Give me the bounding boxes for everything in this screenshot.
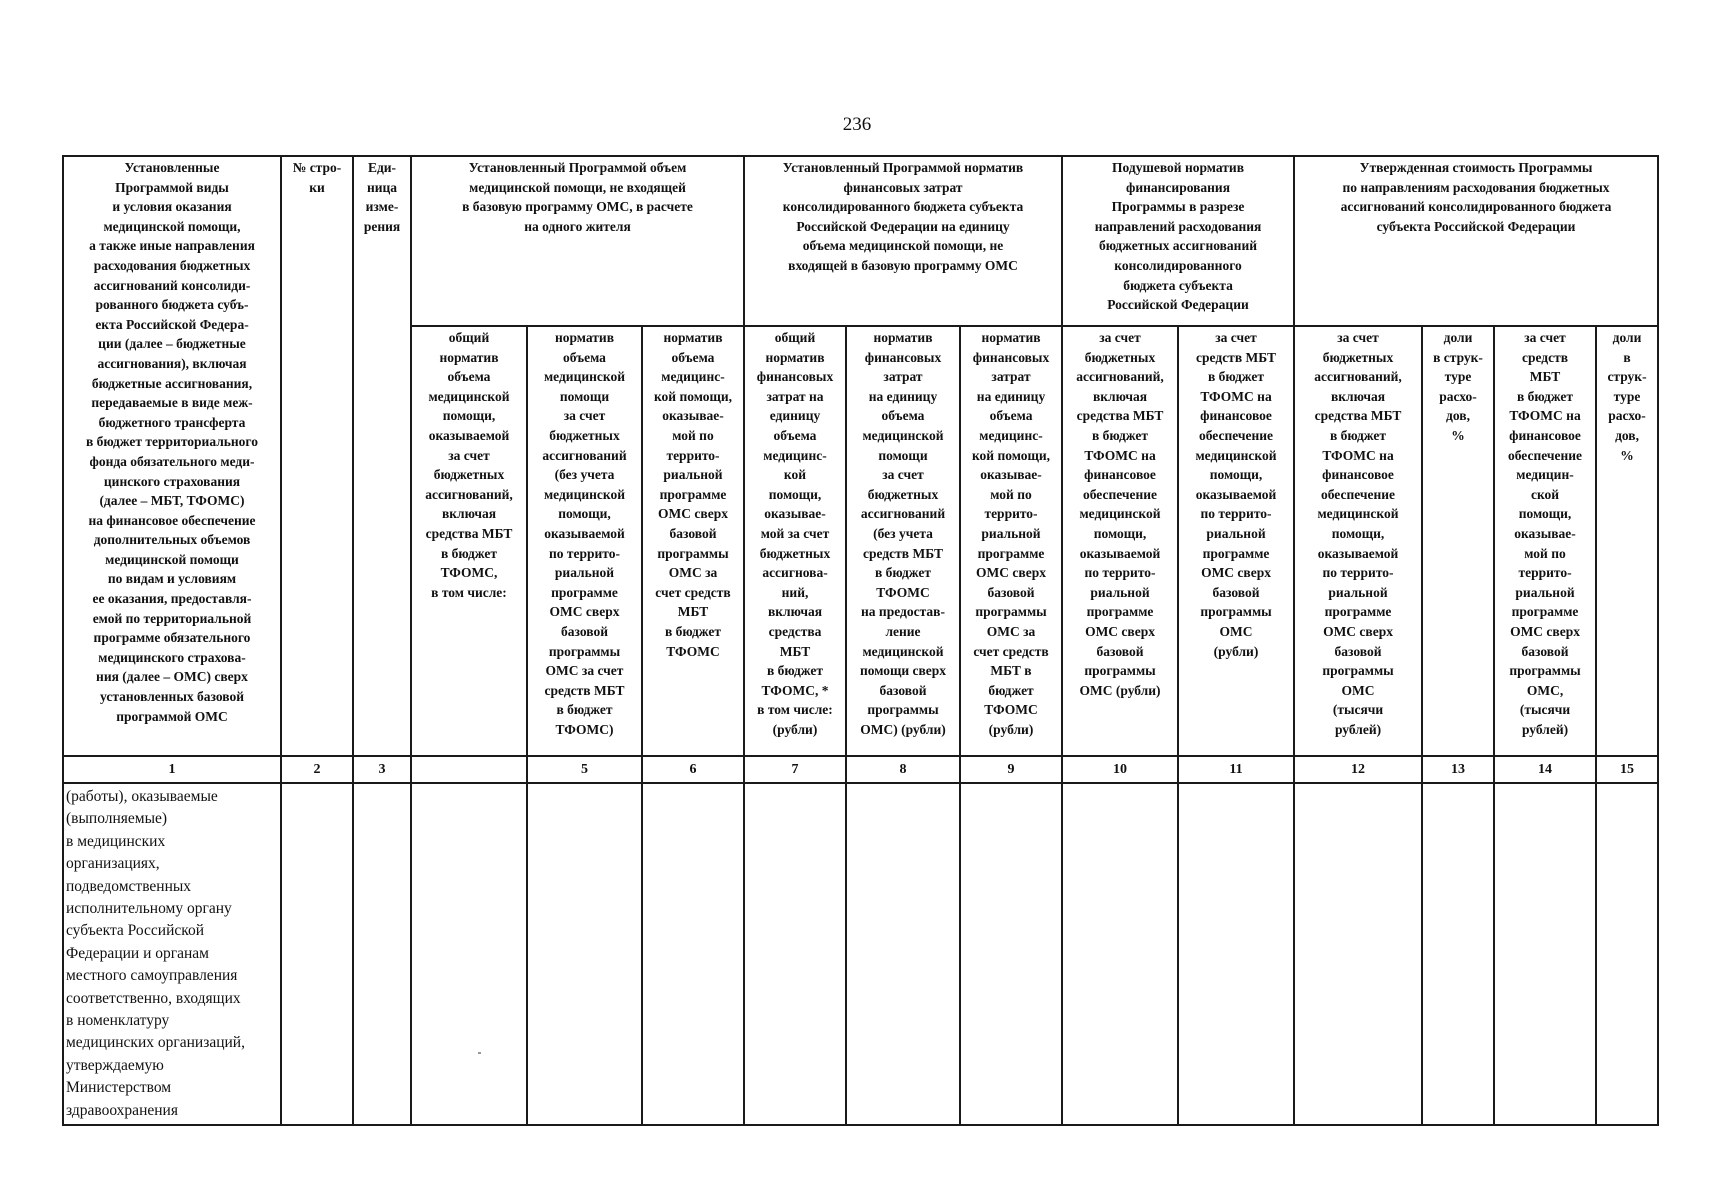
column-number: 13 [1422, 756, 1494, 783]
table-cell [1422, 783, 1494, 1125]
header-group-cost: Утвержденная стоимость Программы по направлениям расходования бюджетных ассигнований консолидированного бюджета субъекта Российской Федерации [1294, 156, 1658, 326]
column-number-row [63, 756, 1658, 783]
header-col11: за счет средств МБТ в бюджет ТФОМС на финансовое обеспечение медицинской помощи, оказываемой по террито- риальной программе ОМС сверх базовой программы ОМС (рубли) [1178, 326, 1294, 756]
column-number: 2 [281, 756, 353, 783]
header-col14: за счет средств МБТ в бюджет ТФОМС на финансовое обеспечение медицин- ской помощи, оказывае- мой по террито- риальной программе ОМС сверх базовой программы ОМС, (тысячи рублей) [1494, 326, 1596, 756]
header-group-per-capita: Подушевой норматив финансирования Программы в разрезе направлений расходования бюджетных ассигнований консолидированного бюджета субъекта Российской Федерации [1062, 156, 1294, 326]
column-number: 1 [63, 756, 281, 783]
header-group-volume: Установленный Программой объем медицинской помощи, не входящей в базовую программу ОМС, в расчете на одного жителя [411, 156, 744, 326]
table-cell [960, 783, 1062, 1125]
table-cell [527, 783, 642, 1125]
column-number: 9 [960, 756, 1062, 783]
column-number [411, 756, 527, 783]
program-cost-table [62, 155, 1659, 1126]
header-col8: норматив финансовых затрат на единицу объема медицинской помощи за счет бюджетных ассигнований (без учета средств МБТ в бюджет ТФОМС на предостав- ление медицинской помощи сверх базовой программы ОМС) (рубли) [846, 326, 960, 756]
table-cell [744, 783, 846, 1125]
row-label: (работы), оказываемые (выполняемые) в медицинских организациях, подведомственных исполнительному органу субъекта Российской Федерации и органам местного самоуправления соответственно, входящих в номенклатуру медицинских организаций, утверждаемую Министерством здравоохранения [63, 783, 281, 1125]
header-col6: норматив объема медицинс- кой помощи, оказывае- мой по террито- риальной программе ОМС сверх базовой программы ОМС за счет средств МБТ в бюджет ТФОМС [642, 326, 744, 756]
column-number: 12 [1294, 756, 1422, 783]
table-cell [1596, 783, 1658, 1125]
header-col9: норматив финансовых затрат на единицу объема медицинс- кой помощи, оказывае- мой по террито- риальной программе ОМС сверх базовой программы ОМС за счет средств МБТ в бюджет ТФОМС (рубли) [960, 326, 1062, 756]
header-col4: общий норматив объема медицинской помощи, оказываемой за счет бюджетных ассигнований, включая средства МБТ в бюджет ТФОМС, в том числе: [411, 326, 527, 756]
page-number: 236 [842, 114, 872, 135]
table-cell [281, 783, 353, 1125]
column-number: 10 [1062, 756, 1178, 783]
header-col7: общий норматив финансовых затрат на единицу объема медицинс- кой помощи, оказывае- мой за счет бюджетных ассигнова- ний, включая средства МБТ в бюджет ТФОМС, * в том числе: (рубли) [744, 326, 846, 756]
column-number: 6 [642, 756, 744, 783]
table-cell [411, 783, 527, 1125]
table-cell [353, 783, 411, 1125]
header-row-groups [63, 156, 1658, 326]
header-col3-unit: Еди- ница изме- рения [353, 156, 411, 756]
column-number: 7 [744, 756, 846, 783]
column-number: 3 [353, 756, 411, 783]
header-col10: за счет бюджетных ассигнований, включая средства МБТ в бюджет ТФОМС на финансовое обеспечение медицинской помощи, оказываемой по террито- риальной программе ОМС сверх базовой программы ОМС (рубли) [1062, 326, 1178, 756]
column-number: 14 [1494, 756, 1596, 783]
scan-speck [478, 1052, 481, 1054]
header-col2-row-number: № стро- ки [281, 156, 353, 756]
table-cell [1494, 783, 1596, 1125]
header-col1-service-types: Установленные Программой виды и условия оказания медицинской помощи, а также иные направления расходования бюджетных ассигнований консолиди- рованного бюджета субъ- екта Российской Федера- ции (далее – бюджетные ассигнования), включая бюджетные ассигнования, передаваемые в виде меж- бюджетного трансферта в бюджет территориального фонда обязательного меди- цинского страхования (далее – МБТ, ТФОМС) на финансовое обеспечение дополнительных объемов медицинской помощи по видам и условиям ее оказания, предоставля- емой по территориальной программе обязательного медицинского страхова- ния (далее – ОМС) сверх установленных базовой программой ОМС [63, 156, 281, 756]
table-cell [846, 783, 960, 1125]
table-cell [1062, 783, 1178, 1125]
header-col13: доли в струк- туре расхо- дов, % [1422, 326, 1494, 756]
header-col5: норматив объема медицинской помощи за счет бюджетных ассигнований (без учета медицинской помощи, оказываемой по террито- риальной программе ОМС сверх базовой программы ОМС за счет средств МБТ в бюджет ТФОМС) [527, 326, 642, 756]
column-number: 5 [527, 756, 642, 783]
column-number: 15 [1596, 756, 1658, 783]
header-group-norm: Установленный Программой норматив финансовых затрат консолидированного бюджета субъекта Российской Федерации на единицу объема медицинской помощи, не входящей в базовую программу ОМС [744, 156, 1062, 326]
table-cell [642, 783, 744, 1125]
column-number: 8 [846, 756, 960, 783]
table-cell [1294, 783, 1422, 1125]
header-col15: доли в струк- туре расхо- дов, % [1596, 326, 1658, 756]
table-cell [1178, 783, 1294, 1125]
column-number: 11 [1178, 756, 1294, 783]
table-row [63, 783, 1658, 1125]
header-col12: за счет бюджетных ассигнований, включая средства МБТ в бюджет ТФОМС на финансовое обеспечение медицинской помощи, оказываемой по террито- риальной программе ОМС сверх базовой программы ОМС (тысячи рублей) [1294, 326, 1422, 756]
